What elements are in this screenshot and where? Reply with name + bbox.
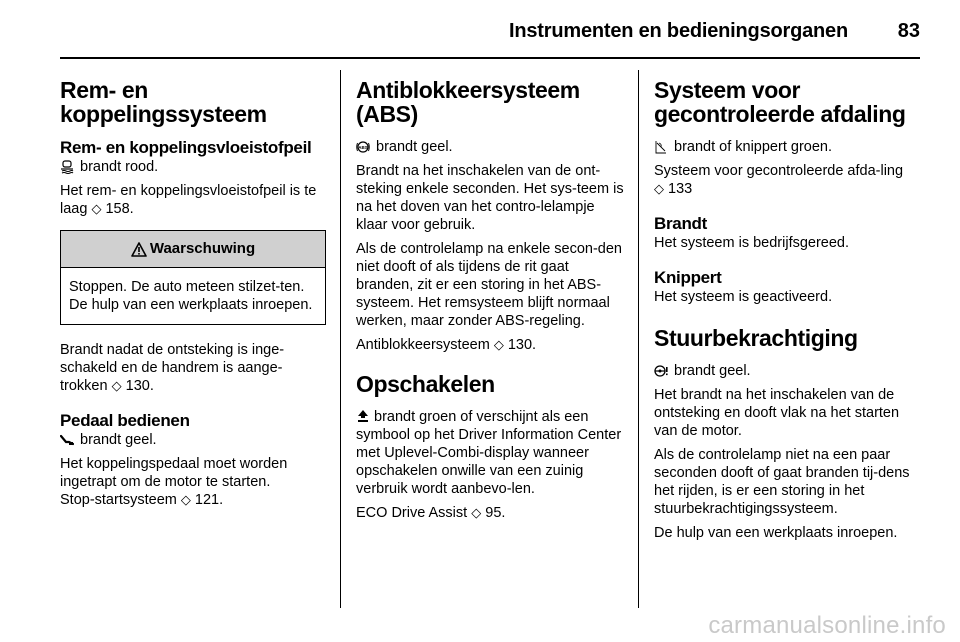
abs-paragraph-1: Brandt na het inschakelen van de ont-steking enkele seconden. Het sys-teem is na het doven van het contro-lelampje klaar voor gebruik. [356,163,624,233]
column-divider-1 [340,70,341,608]
hill-descent-icon [654,140,668,154]
header-title: Instrumenten en bedieningsorganen [509,20,848,42]
shift-icon-text: brandt groen of verschijnt als een symbool op het Driver Information Center met Uplevel-Combi-display wanneer opschakelen onwille van een zuinig verbruik wordt aanbevo-len. [356,409,622,497]
abs-ref-text: Antiblokkeersysteem [356,337,494,353]
subsection-title-flashing: Knippert [654,268,722,287]
warning-body [61,268,325,324]
section-title-power-steering: Stuurbekrachtiging [654,325,858,351]
handbrake-body-text: Brandt nadat de ontsteking is inge-schakeld en de handrem is aange-trokken [60,342,285,394]
stopstart-ref-line [60,491,326,509]
descent-icon-text: brandt of knippert groen. [674,139,832,155]
steering-paragraph-3: De hulp van een werkplaats inroepen. [654,525,898,541]
handbrake-ref[interactable] [112,378,154,394]
brake-fluid-icon [60,160,74,174]
pedal-body: Het koppelingspedaal moet worden ingetrapt om de motor te starten. [60,456,288,490]
steering-warning-line [654,362,922,380]
stopstart-ref[interactable] [181,492,223,508]
subsection-title-fluid-level: Rem- en koppelingsvloeistofpeil [60,138,312,157]
subsection-title-lit: Brandt [654,214,707,233]
fluid-body [60,182,326,218]
subsection-title-pedal: Pedaal bedienen [60,411,190,430]
descent-ref[interactable] [654,181,692,197]
column-2 [356,70,624,528]
ref-arrow-icon: ◇ [91,201,102,216]
abs-icon-text: brandt geel. [376,139,453,155]
stopstart-ref-page: 121. [194,492,224,508]
ref-arrow-icon: ◇ [471,505,482,520]
descent-body-text: Systeem voor gecontroleerde afda-ling [654,163,904,179]
eco-ref-text: ECO Drive Assist [356,505,472,521]
watermark: carmanualsonline.info [708,612,946,639]
fluid-ref[interactable] [91,201,133,217]
abs-icon [356,140,370,154]
abs-warning-line [356,138,624,156]
handbrake-body [60,341,326,395]
stopstart-text: Stop-startsysteem [60,492,181,508]
column-3 [654,70,922,548]
section-title-brake-clutch: Rem- en koppelingssysteem [60,77,267,127]
section-title-upshift: Opschakelen [356,371,495,397]
warning-triangle-icon [131,242,147,257]
warning-box [60,230,326,325]
abs-paragraph-2: Als de controlelamp na enkele secon-den niet dooft of als tijdens de rit gaat branden, zit er een storing in het ABS-systeem. Het remsysteem blijft normaal werken, maar zonder ABS-regeling. [356,241,622,329]
descent-ref-page: 133 [668,181,693,197]
upshift-icon [356,409,370,423]
abs-ref-line [356,336,624,354]
pedal-icon-text: brandt geel. [80,432,157,448]
ref-arrow-icon: ◇ [180,492,191,507]
eco-ref[interactable] [471,505,505,521]
descent-body [654,162,922,198]
steering-paragraph-1: Het brandt na het inschakelen van de ontsteking en dooft vlak na het starten van de motor. [654,387,900,439]
power-steering-icon [654,364,668,378]
section-title-abs: Antiblokkeersysteem (ABS) [356,77,580,127]
warning-title: Waarschuwing [149,240,256,257]
eco-ref-page: 95. [485,505,506,521]
steering-paragraph-2: Als de controlelamp niet na een paar seconden dooft of gaat branden tij-dens het rijden, is er een storing in het stuurbekrachtigingssysteem. [654,447,910,517]
fluid-body-text: Het rem- en koppelingsvloeistofpeil is te laag [60,183,317,217]
shift-paragraph [356,408,624,498]
ref-arrow-icon: ◇ [654,181,664,196]
flashing-body: Het systeem is geactiveerd. [654,289,833,305]
warning-header [61,231,325,268]
eco-ref-line [356,504,624,522]
abs-ref[interactable] [494,337,536,353]
handbrake-ref-page: 130. [125,378,154,394]
svg-text:ABS: ABS [358,144,368,150]
abs-ref-page: 130. [507,337,537,353]
header-rule [60,57,920,59]
warning-text: Stoppen. De auto meteen stilzet-ten. De hulp van een werkplaats inroepen. [69,279,313,313]
lit-body: Het systeem is bedrijfsgereed. [654,235,850,251]
descent-warning-line [654,138,922,156]
fluid-warning-line [60,158,326,176]
page-header [60,0,920,58]
pedal-warning-line [60,431,326,449]
steering-icon-text: brandt geel. [674,363,751,379]
ref-arrow-icon: ◇ [111,378,122,393]
fluid-ref-page: 158. [105,201,134,217]
fluid-icon-text: brandt rood. [80,159,159,175]
page-number: 83 [897,20,920,42]
ref-arrow-icon: ◇ [493,337,504,352]
column-1 [60,70,326,515]
column-divider-2 [638,70,639,608]
section-title-descent-control: Systeem voor gecontroleerde afdaling [654,77,906,127]
clutch-pedal-icon [60,433,74,447]
